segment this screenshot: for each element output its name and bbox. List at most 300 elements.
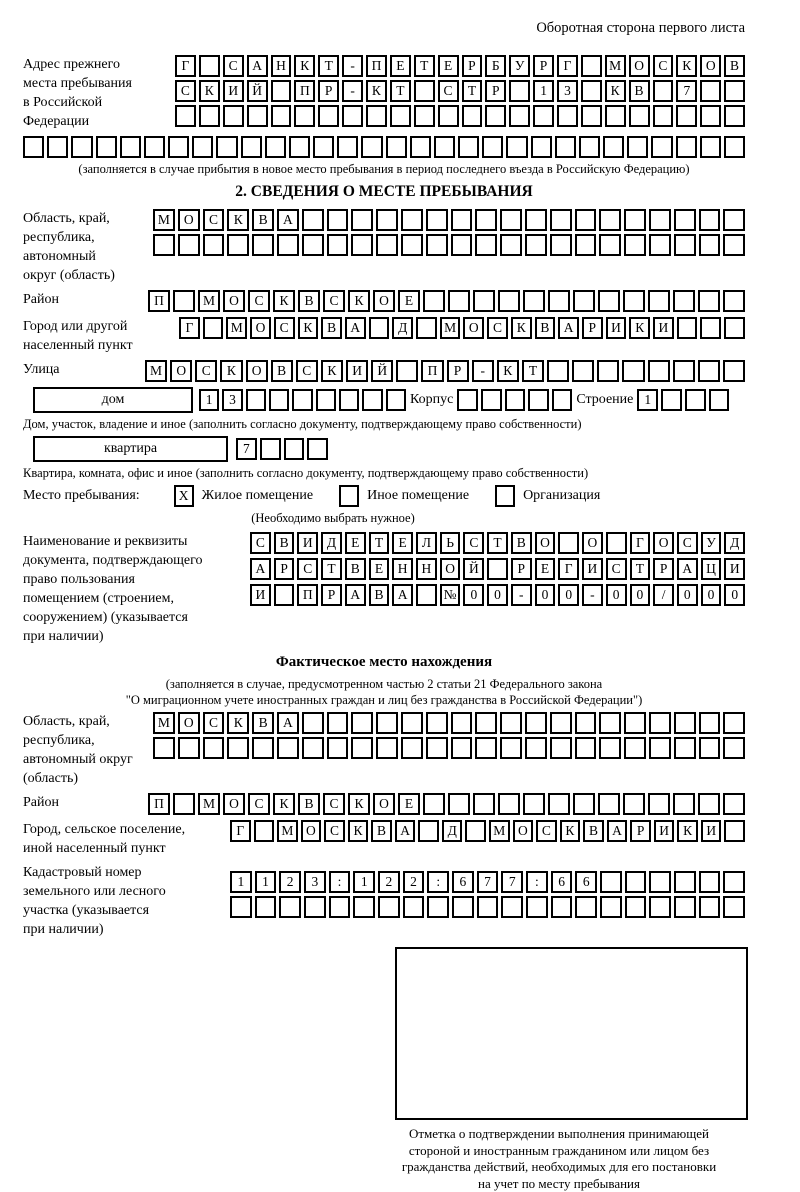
char-box[interactable] [649,896,671,918]
char-box[interactable] [448,793,470,815]
char-box[interactable]: О [513,820,534,842]
char-box[interactable]: 0 [630,584,651,606]
char-box[interactable] [600,871,622,893]
char-box[interactable] [625,871,647,893]
char-box[interactable] [313,136,334,158]
char-box[interactable]: И [582,558,603,580]
char-box[interactable]: 0 [677,584,698,606]
char-box[interactable]: М [145,360,167,382]
char-box[interactable]: О [373,290,395,312]
char-box[interactable]: Р [485,80,506,102]
char-box[interactable] [223,105,244,127]
char-box[interactable]: С [536,820,557,842]
char-box[interactable] [294,105,315,127]
char-box[interactable] [227,234,249,256]
char-box[interactable]: 2 [378,871,400,893]
char-box[interactable] [361,136,382,158]
char-box[interactable]: 6 [551,871,573,893]
char-box[interactable] [448,290,470,312]
char-box[interactable] [71,136,92,158]
char-box[interactable]: У [509,55,530,77]
char-box[interactable]: У [701,532,722,554]
char-box[interactable] [353,896,375,918]
char-box[interactable]: В [252,712,274,734]
char-box[interactable]: И [223,80,244,102]
char-box[interactable] [376,234,398,256]
char-box[interactable] [376,209,398,231]
char-box[interactable]: Т [522,360,544,382]
char-box[interactable]: Д [321,532,342,554]
char-box[interactable]: О [463,317,484,339]
char-box[interactable]: С [606,558,627,580]
char-box[interactable] [605,105,626,127]
char-box[interactable] [376,737,398,759]
char-box[interactable]: О [373,793,395,815]
char-box[interactable] [203,317,224,339]
char-box[interactable]: О [223,793,245,815]
char-box[interactable]: 1 [637,389,658,411]
char-box[interactable] [396,360,418,382]
char-box[interactable] [401,737,423,759]
char-box[interactable]: И [606,317,627,339]
char-box[interactable] [401,712,423,734]
char-box[interactable] [625,896,647,918]
char-box[interactable]: 1 [353,871,375,893]
char-box[interactable] [600,896,622,918]
char-box[interactable]: 7 [676,80,697,102]
char-box[interactable] [265,136,286,158]
char-box[interactable] [525,712,547,734]
char-box[interactable] [581,55,602,77]
char-box[interactable] [685,389,706,411]
char-box[interactable] [178,737,200,759]
char-box[interactable] [277,737,299,759]
char-box[interactable] [307,438,328,460]
char-box[interactable] [699,871,721,893]
char-box[interactable] [724,80,745,102]
char-box[interactable] [649,209,671,231]
char-box[interactable] [700,105,721,127]
char-box[interactable] [506,136,527,158]
char-box[interactable] [674,234,696,256]
char-box[interactable]: К [560,820,581,842]
char-box[interactable] [274,584,295,606]
char-box[interactable] [289,136,310,158]
char-box[interactable] [525,209,547,231]
char-box[interactable]: К [511,317,532,339]
char-box[interactable] [284,438,305,460]
char-box[interactable] [623,290,645,312]
char-box[interactable] [676,105,697,127]
char-box[interactable]: Е [369,558,390,580]
char-box[interactable]: 7 [501,871,523,893]
char-box[interactable]: 7 [236,438,257,460]
char-box[interactable] [699,712,721,734]
char-box[interactable] [526,896,548,918]
char-box[interactable]: Р [511,558,532,580]
char-box[interactable] [552,389,573,411]
char-box[interactable] [661,389,682,411]
char-box[interactable]: Б [485,55,506,77]
char-box[interactable] [575,234,597,256]
char-box[interactable]: 2 [279,871,301,893]
char-box[interactable]: О [170,360,192,382]
char-box[interactable] [120,136,141,158]
char-box[interactable] [96,136,117,158]
char-box[interactable] [426,234,448,256]
char-box[interactable]: О [440,558,461,580]
char-box[interactable]: С [248,793,270,815]
char-box[interactable] [548,793,570,815]
char-box[interactable] [699,234,721,256]
char-box[interactable]: К [199,80,220,102]
char-box[interactable] [723,896,745,918]
char-box[interactable]: - [342,80,363,102]
char-box[interactable]: 6 [452,871,474,893]
char-box[interactable] [653,80,674,102]
char-box[interactable]: 2 [403,871,425,893]
char-box[interactable] [386,389,406,411]
char-box[interactable]: 1 [255,871,277,893]
char-box[interactable] [573,290,595,312]
char-box[interactable] [557,105,578,127]
stay-type-checkbox-other[interactable] [339,485,359,507]
char-box[interactable] [674,209,696,231]
char-box[interactable]: А [392,584,413,606]
char-box[interactable]: Е [345,532,366,554]
char-box[interactable]: : [329,871,351,893]
char-box[interactable] [426,737,448,759]
char-box[interactable] [487,558,508,580]
char-box[interactable] [674,737,696,759]
char-box[interactable] [500,712,522,734]
char-box[interactable] [369,317,390,339]
char-box[interactable] [622,360,644,382]
char-box[interactable] [451,737,473,759]
char-box[interactable] [418,820,439,842]
char-box[interactable]: Т [390,80,411,102]
char-box[interactable] [501,896,523,918]
char-box[interactable] [648,290,670,312]
char-box[interactable]: К [298,317,319,339]
char-box[interactable] [649,737,671,759]
char-box[interactable]: А [607,820,628,842]
char-box[interactable] [351,209,373,231]
char-box[interactable] [551,896,573,918]
char-box[interactable]: П [297,584,318,606]
char-box[interactable] [723,793,745,815]
char-box[interactable] [438,105,459,127]
char-box[interactable]: К [348,793,370,815]
char-box[interactable] [579,136,600,158]
char-box[interactable]: - [472,360,494,382]
char-box[interactable] [426,712,448,734]
char-box[interactable]: Ь [440,532,461,554]
char-box[interactable]: О [223,290,245,312]
char-box[interactable]: С [653,55,674,77]
char-box[interactable]: Т [414,55,435,77]
char-box[interactable]: 3 [222,389,242,411]
char-box[interactable] [241,136,262,158]
char-box[interactable]: В [298,793,320,815]
char-box[interactable]: С [175,80,196,102]
char-box[interactable] [581,105,602,127]
char-box[interactable] [168,136,189,158]
char-box[interactable] [629,105,650,127]
char-box[interactable] [153,234,175,256]
char-box[interactable] [500,737,522,759]
char-box[interactable]: Г [230,820,251,842]
char-box[interactable] [475,234,497,256]
char-box[interactable] [599,209,621,231]
char-box[interactable]: - [582,584,603,606]
char-box[interactable] [475,737,497,759]
char-box[interactable]: М [198,290,220,312]
char-box[interactable]: И [654,820,675,842]
char-box[interactable] [254,820,275,842]
char-box[interactable]: К [227,209,249,231]
char-box[interactable]: 7 [477,871,499,893]
char-box[interactable]: П [294,80,315,102]
char-box[interactable] [462,105,483,127]
char-box[interactable] [575,896,597,918]
char-box[interactable] [337,136,358,158]
char-box[interactable] [624,234,646,256]
char-box[interactable]: К [273,290,295,312]
char-box[interactable]: В [629,80,650,102]
char-box[interactable]: А [277,209,299,231]
char-box[interactable]: Р [274,558,295,580]
char-box[interactable] [627,136,648,158]
char-box[interactable]: С [274,317,295,339]
char-box[interactable] [575,209,597,231]
char-box[interactable] [227,737,249,759]
char-box[interactable] [724,105,745,127]
char-box[interactable] [203,737,225,759]
char-box[interactable]: О [178,209,200,231]
char-box[interactable]: Р [318,80,339,102]
char-box[interactable]: П [148,290,170,312]
char-box[interactable] [410,136,431,158]
char-box[interactable] [699,896,721,918]
char-box[interactable] [558,532,579,554]
char-box[interactable]: Т [630,558,651,580]
char-box[interactable] [548,290,570,312]
char-box[interactable] [606,532,627,554]
char-box[interactable] [709,389,730,411]
char-box[interactable] [550,737,572,759]
char-box[interactable] [403,896,425,918]
char-box[interactable] [698,793,720,815]
char-box[interactable]: Й [463,558,484,580]
char-box[interactable] [427,896,449,918]
char-box[interactable] [192,136,213,158]
char-box[interactable]: Р [582,317,603,339]
char-box[interactable] [724,820,745,842]
char-box[interactable]: Л [416,532,437,554]
char-box[interactable]: / [653,584,674,606]
char-box[interactable] [649,234,671,256]
char-box[interactable] [498,290,520,312]
char-box[interactable] [572,360,594,382]
char-box[interactable]: 0 [558,584,579,606]
char-box[interactable] [651,136,672,158]
char-box[interactable]: В [321,317,342,339]
char-box[interactable] [673,290,695,312]
char-box[interactable]: В [298,290,320,312]
char-box[interactable] [500,209,522,231]
char-box[interactable] [498,793,520,815]
char-box[interactable] [555,136,576,158]
char-box[interactable] [342,105,363,127]
stay-type-checkbox-residential[interactable]: X [174,485,194,507]
char-box[interactable] [674,896,696,918]
char-box[interactable]: : [427,871,449,893]
char-box[interactable]: Р [321,584,342,606]
char-box[interactable] [723,234,745,256]
char-box[interactable] [386,136,407,158]
char-box[interactable] [475,209,497,231]
char-box[interactable] [351,712,373,734]
char-box[interactable]: Т [318,55,339,77]
char-box[interactable]: К [629,317,650,339]
char-box[interactable] [550,209,572,231]
char-box[interactable]: В [345,558,366,580]
char-box[interactable]: А [247,55,268,77]
char-box[interactable] [531,136,552,158]
char-box[interactable] [153,737,175,759]
char-box[interactable]: М [277,820,298,842]
char-box[interactable] [723,360,745,382]
char-box[interactable] [533,105,554,127]
char-box[interactable] [302,737,324,759]
char-box[interactable] [451,209,473,231]
char-box[interactable]: П [421,360,443,382]
char-box[interactable]: К [677,820,698,842]
char-box[interactable] [624,737,646,759]
char-box[interactable]: 6 [575,871,597,893]
char-box[interactable]: И [653,317,674,339]
char-box[interactable]: Г [175,55,196,77]
char-box[interactable]: М [153,209,175,231]
char-box[interactable]: М [440,317,461,339]
char-box[interactable] [401,234,423,256]
char-box[interactable]: Г [179,317,200,339]
char-box[interactable] [724,317,745,339]
char-box[interactable] [477,896,499,918]
char-box[interactable] [674,871,696,893]
char-box[interactable]: В [371,820,392,842]
char-box[interactable] [434,136,455,158]
char-box[interactable] [302,234,324,256]
char-box[interactable]: С [438,80,459,102]
char-box[interactable] [378,896,400,918]
char-box[interactable] [598,290,620,312]
char-box[interactable]: Р [533,55,554,77]
char-box[interactable] [414,105,435,127]
char-box[interactable]: 1 [199,389,219,411]
char-box[interactable] [47,136,68,158]
char-box[interactable] [203,234,225,256]
char-box[interactable] [723,290,745,312]
char-box[interactable] [416,317,437,339]
char-box[interactable]: С [250,532,271,554]
char-box[interactable]: 1 [230,871,252,893]
char-box[interactable] [599,234,621,256]
char-box[interactable] [271,80,292,102]
char-box[interactable]: К [321,360,343,382]
char-box[interactable]: К [227,712,249,734]
char-box[interactable] [525,234,547,256]
char-box[interactable] [426,209,448,231]
char-box[interactable]: С [463,532,484,554]
char-box[interactable]: С [203,712,225,734]
char-box[interactable] [547,360,569,382]
char-box[interactable]: О [700,55,721,77]
char-box[interactable] [252,234,274,256]
char-box[interactable]: А [345,317,366,339]
char-box[interactable]: С [223,55,244,77]
char-box[interactable]: 3 [557,80,578,102]
char-box[interactable]: 0 [535,584,556,606]
char-box[interactable] [23,136,44,158]
char-box[interactable] [452,896,474,918]
char-box[interactable]: К [676,55,697,77]
char-box[interactable] [624,209,646,231]
char-box[interactable]: А [345,584,366,606]
char-box[interactable] [473,793,495,815]
char-box[interactable]: Т [321,558,342,580]
char-box[interactable] [723,712,745,734]
char-box[interactable]: К [497,360,519,382]
char-box[interactable] [525,737,547,759]
char-box[interactable]: В [511,532,532,554]
char-box[interactable] [271,105,292,127]
char-box[interactable]: И [250,584,271,606]
char-box[interactable]: Р [447,360,469,382]
char-box[interactable]: 3 [304,871,326,893]
char-box[interactable]: Й [247,80,268,102]
char-box[interactable] [573,793,595,815]
char-box[interactable]: С [195,360,217,382]
char-box[interactable]: М [153,712,175,734]
char-box[interactable]: Н [271,55,292,77]
char-box[interactable]: Р [462,55,483,77]
char-box[interactable] [260,438,281,460]
char-box[interactable]: В [724,55,745,77]
char-box[interactable] [175,105,196,127]
char-box[interactable]: Е [398,290,420,312]
char-box[interactable] [550,712,572,734]
char-box[interactable] [482,136,503,158]
char-box[interactable] [457,389,478,411]
char-box[interactable] [699,737,721,759]
char-box[interactable] [255,896,277,918]
char-box[interactable]: А [395,820,416,842]
char-box[interactable]: С [487,317,508,339]
char-box[interactable] [500,234,522,256]
char-box[interactable]: Р [630,820,651,842]
char-box[interactable] [376,712,398,734]
char-box[interactable] [316,389,336,411]
char-box[interactable] [723,737,745,759]
char-box[interactable]: Г [630,532,651,554]
char-box[interactable] [362,389,382,411]
char-box[interactable] [302,712,324,734]
char-box[interactable]: И [297,532,318,554]
char-box[interactable]: А [277,712,299,734]
char-box[interactable] [351,234,373,256]
